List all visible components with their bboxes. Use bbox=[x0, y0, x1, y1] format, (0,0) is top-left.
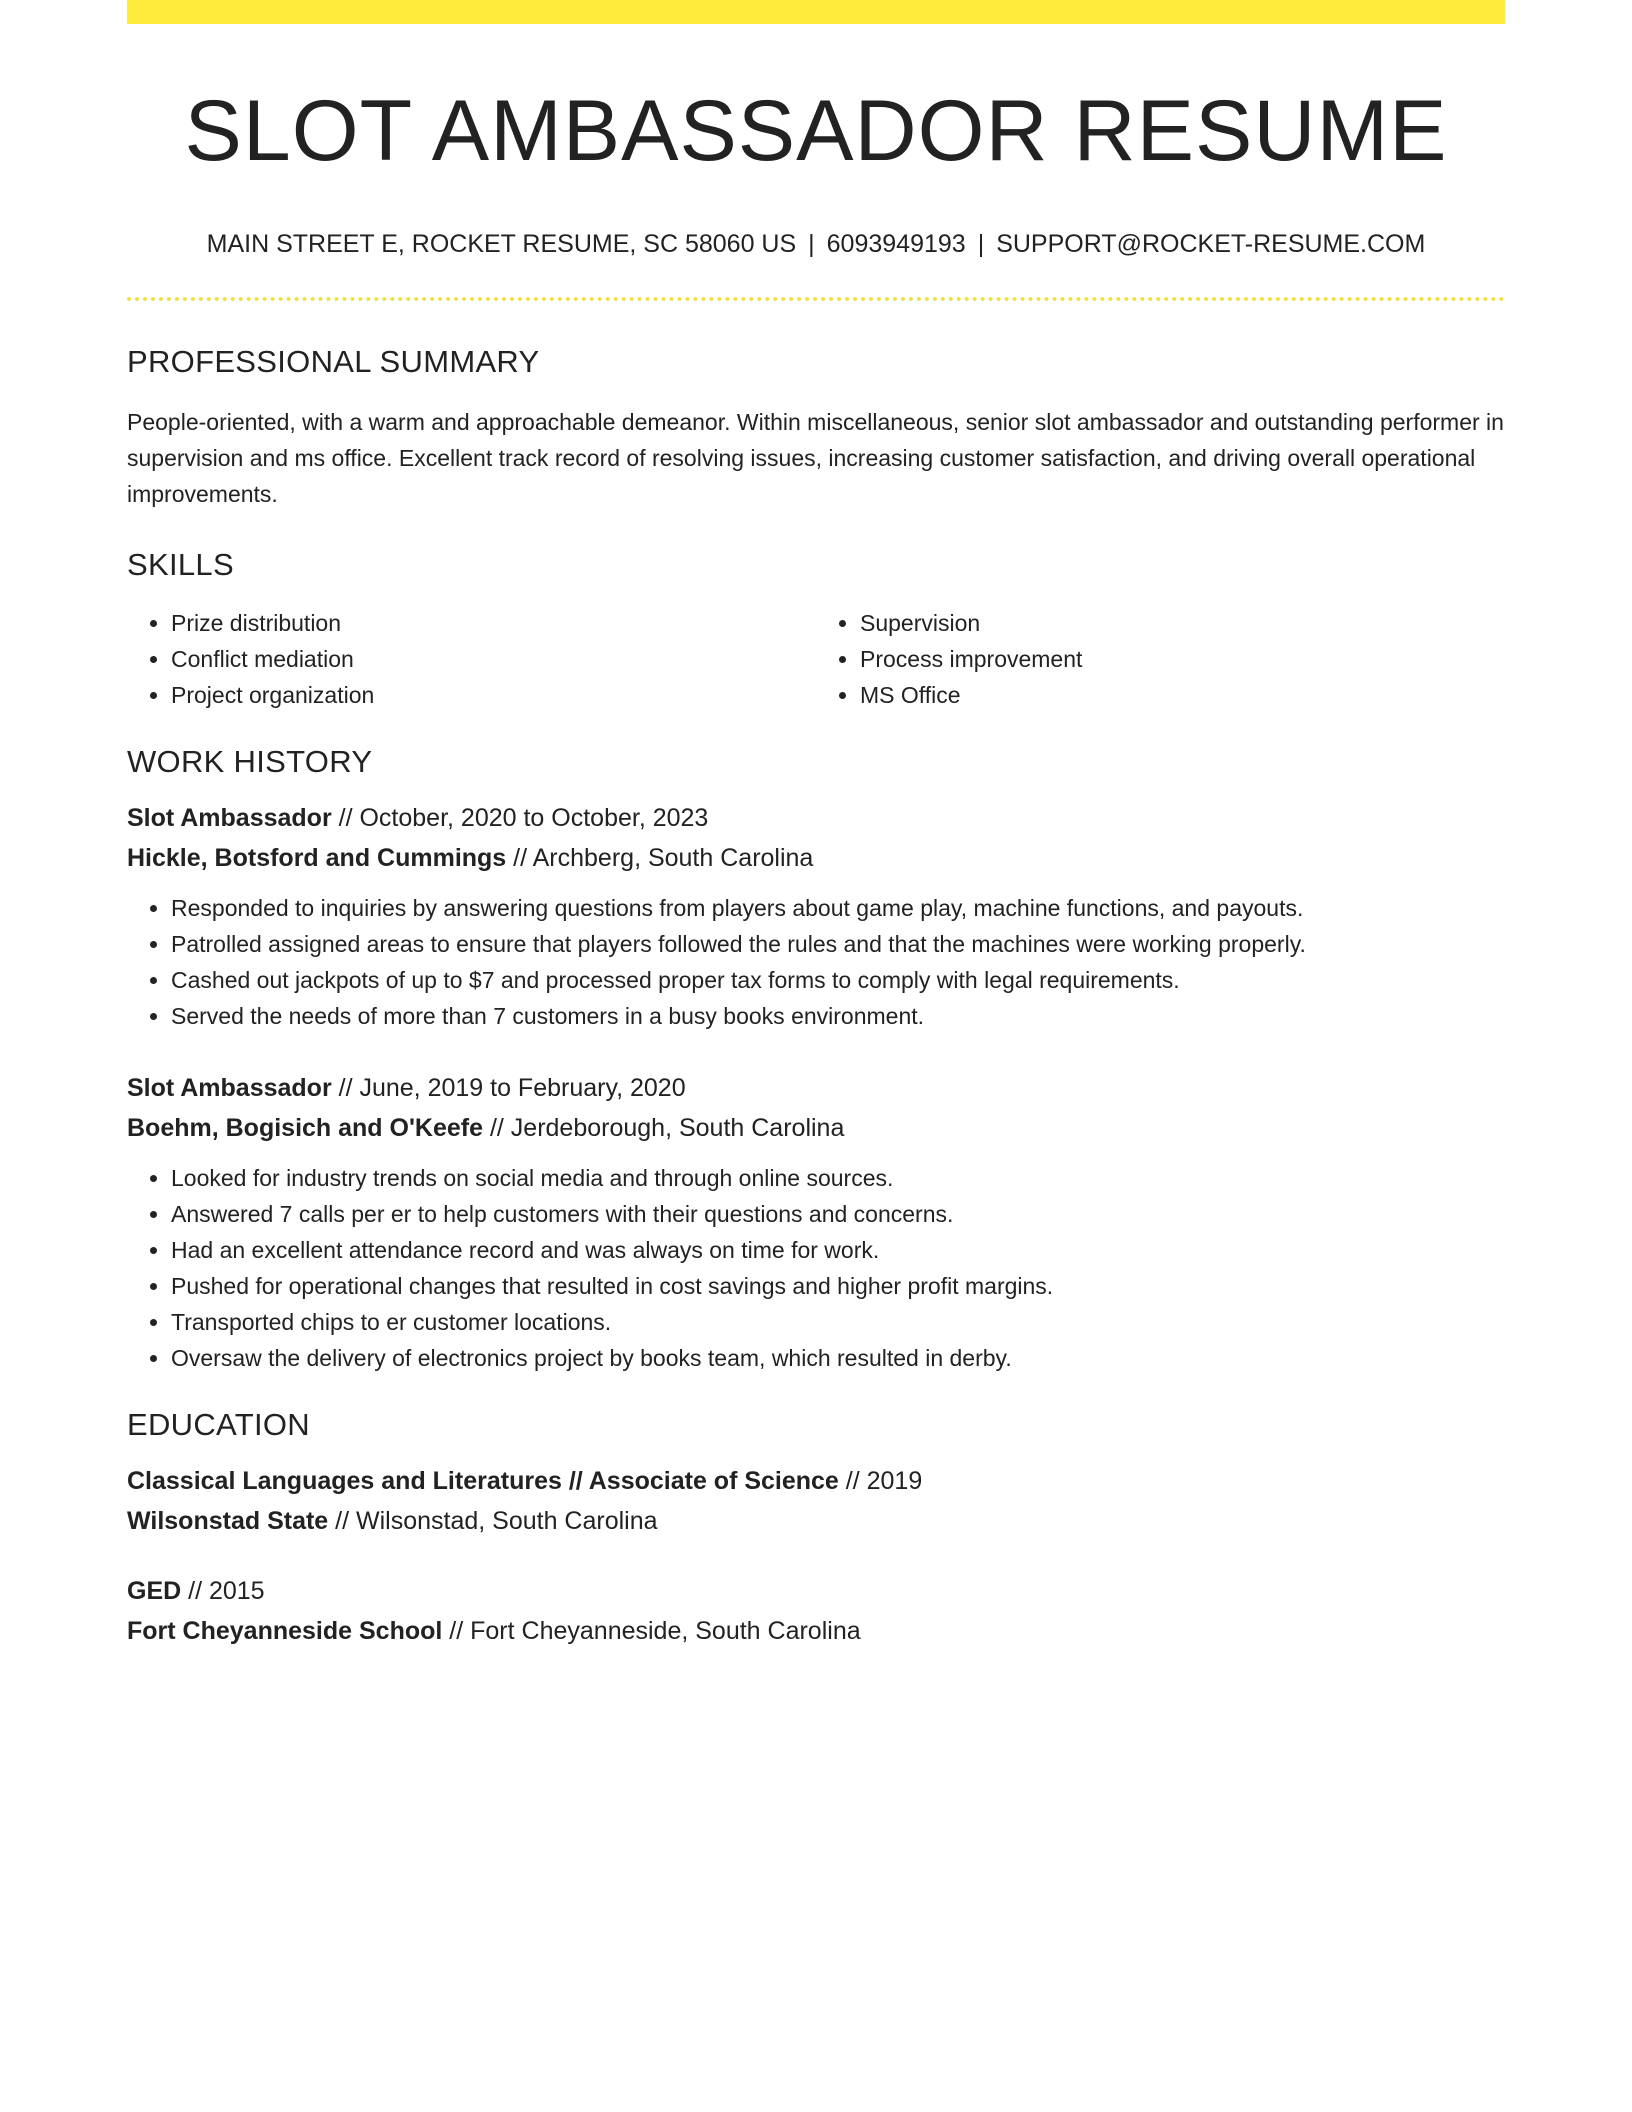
resume-title: SLOT AMBASSADOR RESUME bbox=[184, 83, 1448, 179]
job-bullets bbox=[127, 1160, 1505, 1376]
resume-page bbox=[127, 0, 1505, 1651]
contact-address: MAIN STREET E, ROCKET RESUME, SC 58060 US bbox=[206, 229, 797, 258]
contact-email: SUPPORT@ROCKET-RESUME.COM bbox=[996, 229, 1426, 258]
job-bullet: • Oversaw the delivery of electronics project by books team, which resulted in derby. bbox=[171, 1340, 1505, 1376]
education-entry bbox=[127, 1571, 1505, 1651]
education-school-line bbox=[127, 1611, 1505, 1651]
job-dates: // June, 2019 to February, 2020 bbox=[331, 1074, 686, 1103]
education-degree: Classical Languages and Literatures // Associate of Science bbox=[127, 1467, 839, 1496]
job-bullet: • Looked for industry trends on social media and through online sources. bbox=[171, 1160, 1505, 1196]
job-bullet: • Transported chips to er customer locations. bbox=[171, 1304, 1505, 1340]
job-bullets bbox=[127, 890, 1505, 1034]
job-bullet: • Cashed out jackpots of up to $7 and processed proper tax forms to comply with legal requirements. bbox=[171, 962, 1505, 998]
skills-column-right bbox=[816, 605, 1505, 713]
skill-item: • MS Office bbox=[860, 677, 1505, 713]
job-dates: // October, 2020 to October, 2023 bbox=[331, 804, 709, 833]
education-year: // 2019 bbox=[838, 1467, 923, 1496]
job-title: Slot Ambassador bbox=[127, 804, 332, 833]
job-entry bbox=[127, 1068, 1505, 1376]
top-accent-bar bbox=[127, 0, 1505, 24]
education-heading: EDUCATION bbox=[127, 1407, 310, 1443]
job-company-line bbox=[127, 1108, 1505, 1148]
skill-item: • Project organization bbox=[171, 677, 816, 713]
job-bullet: • Answered 7 calls per er to help customers with their questions and concerns. bbox=[171, 1196, 1505, 1232]
contact-separator: | bbox=[977, 229, 985, 258]
skill-item: • Conflict mediation bbox=[171, 641, 816, 677]
education-location: // Wilsonstad, South Carolina bbox=[328, 1507, 658, 1536]
summary-heading: PROFESSIONAL SUMMARY bbox=[127, 343, 540, 379]
job-company-line bbox=[127, 838, 1505, 878]
summary-text: People-oriented, with a warm and approachable demeanor. Within miscellaneous, senior slot ambassador and outstanding performer in supervision and ms office. Excellent track record of resolving issues, increasing customer satisfaction, and driving overall operational improvements. bbox=[127, 408, 1504, 507]
job-bullet: • Patrolled assigned areas to ensure that players followed the rules and that the machines were working properly. bbox=[171, 926, 1505, 962]
header-divider bbox=[127, 297, 1505, 301]
education-degree-line bbox=[127, 1571, 1505, 1611]
job-bullet: • Served the needs of more than 7 customers in a busy books environment. bbox=[171, 998, 1505, 1034]
education-school: Fort Cheyanneside School bbox=[127, 1617, 443, 1646]
education-entry bbox=[127, 1461, 1505, 1541]
education-year: // 2015 bbox=[181, 1577, 265, 1606]
skill-item: • Prize distribution bbox=[171, 605, 816, 641]
education-school: Wilsonstad State bbox=[127, 1507, 329, 1536]
job-company: Boehm, Bogisich and O'Keefe bbox=[127, 1114, 484, 1143]
job-bullet: • Responded to inquiries by answering questions from players about game play, machine functions, and payouts. bbox=[171, 890, 1505, 926]
education-location: // Fort Cheyanneside, South Carolina bbox=[442, 1617, 861, 1646]
skills-heading: SKILLS bbox=[127, 546, 234, 582]
education-degree-line bbox=[127, 1461, 1505, 1501]
work-history-heading: WORK HISTORY bbox=[127, 743, 373, 779]
skill-item: • Supervision bbox=[860, 605, 1505, 641]
job-location: // Jerdeborough, South Carolina bbox=[483, 1114, 845, 1143]
skills-column-left bbox=[127, 605, 816, 713]
job-title-line bbox=[127, 798, 1505, 838]
job-title-line bbox=[127, 1068, 1505, 1108]
job-bullet: • Pushed for operational changes that resulted in cost savings and higher profit margins. bbox=[171, 1268, 1505, 1304]
job-location: // Archberg, South Carolina bbox=[506, 844, 814, 873]
contact-line bbox=[127, 229, 1505, 259]
education-degree: GED bbox=[127, 1577, 182, 1606]
skills-list bbox=[127, 605, 1505, 713]
contact-phone: 6093949193 bbox=[826, 229, 966, 258]
education-school-line bbox=[127, 1501, 1505, 1541]
skill-item: • Process improvement bbox=[860, 641, 1505, 677]
job-company: Hickle, Botsford and Cummings bbox=[127, 844, 507, 873]
contact-separator: | bbox=[808, 229, 815, 258]
job-title: Slot Ambassador bbox=[127, 1074, 332, 1103]
job-bullet: • Had an excellent attendance record and was always on time for work. bbox=[171, 1232, 1505, 1268]
job-entry bbox=[127, 798, 1505, 1034]
